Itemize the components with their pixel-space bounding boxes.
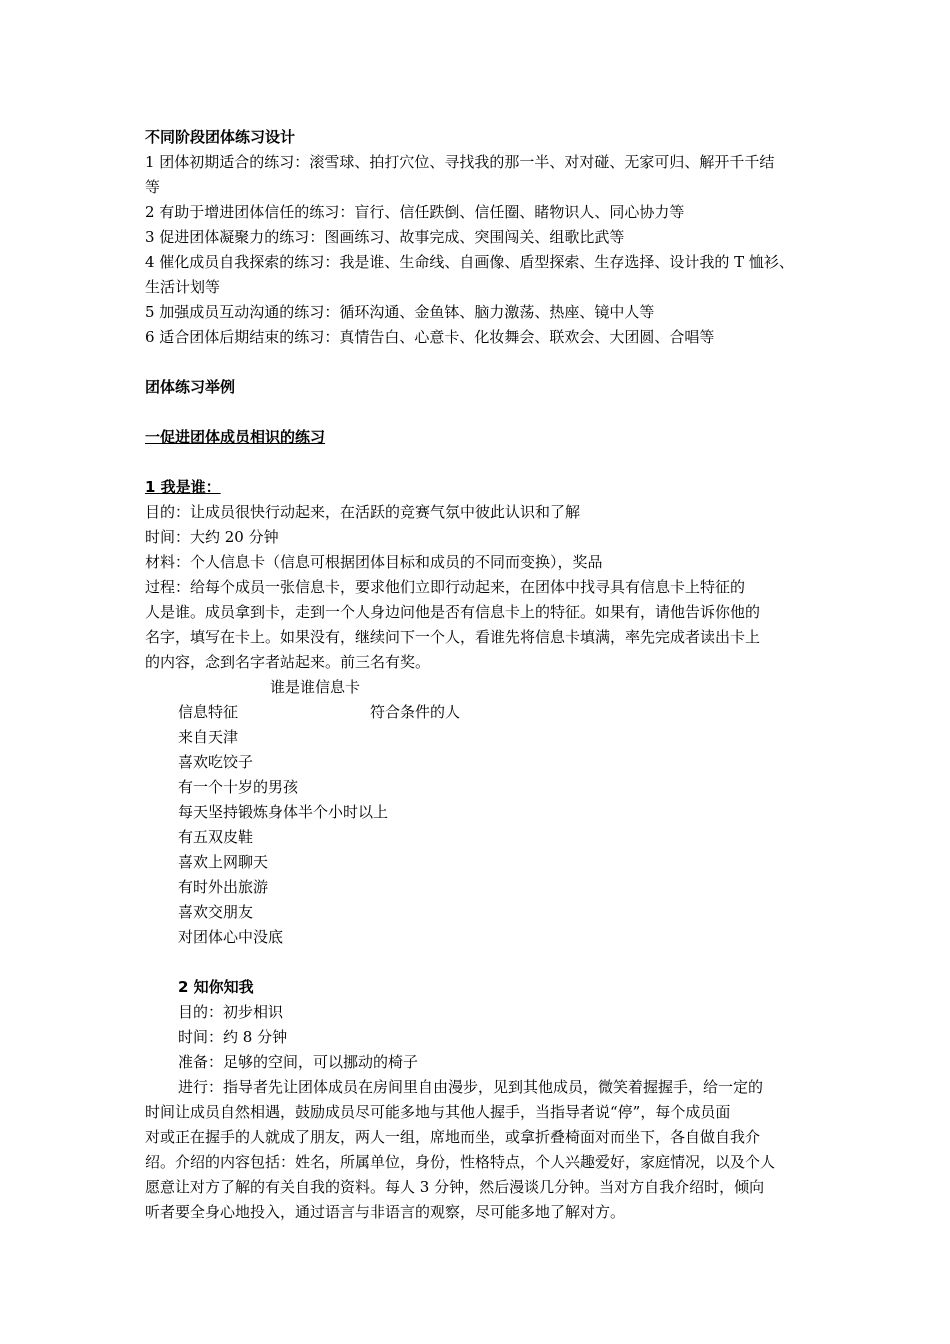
info-card-item: 喜欢交朋友	[178, 903, 254, 921]
paragraph-line: 进行：指导者先让团体成员在房间里自由漫步，见到其他成员，微笑着握握手，给一定的	[178, 1078, 764, 1096]
paragraph-line: 对或正在握手的人就成了朋友，两人一组，席地而坐，或拿折叠椅面对而坐下，各自做自我介	[145, 1128, 761, 1146]
document-page	[145, 125, 825, 1225]
paragraph-line: 人是谁。成员拿到卡，走到一个人身边问他是否有信息卡上的特征。如果有，请他告诉你他的	[145, 603, 761, 621]
info-card-item: 有五双皮鞋	[178, 828, 254, 846]
section-heading: 团体练习举例	[145, 378, 236, 396]
paragraph-line: 时间：大约 20 分钟	[145, 528, 279, 546]
section-title: 不同阶段团体练习设计	[145, 128, 296, 146]
paragraph-line: 听者要全身心地投入，通过语言与非语言的观察，尽可能多地了解对方。	[145, 1203, 626, 1221]
info-card-item: 来自天津	[178, 728, 239, 746]
paragraph-line: 6 适合团体后期结束的练习：真情告白、心意卡、化妆舞会、联欢会、大团圆、合唱等	[145, 328, 715, 346]
info-card-item: 每天坚持锻炼身体半个小时以上	[178, 803, 389, 821]
paragraph-line: 时间让成员自然相遇，鼓励成员尽可能多地与其他人握手，当指导者说“停”，每个成员面	[145, 1103, 731, 1121]
info-card-item: 有一个十岁的男孩	[178, 778, 299, 796]
paragraph-line: 1 团体初期适合的练习：滚雪球、拍打穴位、寻找我的那一半、对对碰、无家可归、解开千千结	[145, 153, 775, 171]
info-card-col1: 信息特征	[178, 703, 239, 721]
exercise-title: 2 知你知我	[178, 978, 254, 996]
info-card-col2: 符合条件的人	[370, 703, 461, 721]
info-card-item: 喜欢吃饺子	[178, 753, 254, 771]
info-card-item: 对团体心中没底	[178, 928, 284, 946]
info-card-title: 谁是谁信息卡	[270, 678, 361, 696]
paragraph-line: 过程：给每个成员一张信息卡，要求他们立即行动起来，在团体中找寻具有信息卡上特征的	[145, 578, 746, 596]
paragraph-line: 名字，填写在卡上。如果没有，继续问下一个人，看谁先将信息卡填满，率先完成者读出卡上	[145, 628, 761, 646]
paragraph-line: 目的：初步相识	[178, 1003, 284, 1021]
paragraph-line: 4 催化成员自我探索的练习：我是谁、生命线、自画像、盾型探索、生存选择、设计我的 T 恤衫、	[145, 253, 794, 271]
paragraph-line: 材料：个人信息卡（信息可根据团体目标和成员的不同而变换），奖品	[145, 553, 603, 571]
paragraph-line: 目的：让成员很快行动起来，在活跃的竞赛气氛中彼此认识和了解	[145, 503, 581, 521]
subsection-heading: 一促进团体成员相识的练习	[145, 428, 326, 446]
info-card-item: 喜欢上网聊天	[178, 853, 269, 871]
paragraph-line: 绍。介绍的内容包括：姓名，所属单位，身份，性格特点，个人兴趣爱好，家庭情况，以及个人	[145, 1153, 776, 1171]
info-card-header	[145, 700, 825, 725]
exercise-title: 1 我是谁：	[145, 478, 221, 496]
paragraph-line: 的内容，念到名字者站起来。前三名有奖。	[145, 653, 431, 671]
info-card-item: 有时外出旅游	[178, 878, 269, 896]
paragraph-line: 5 加强成员互动沟通的练习：循环沟通、金鱼钵、脑力激荡、热座、镜中人等	[145, 303, 655, 321]
paragraph-line: 愿意让对方了解的有关自我的资料。每人 3 分钟，然后漫谈几分钟。当对方自我介绍时，倾向	[145, 1178, 765, 1196]
paragraph-line: 等	[145, 178, 161, 196]
paragraph-line: 生活计划等	[145, 278, 221, 296]
paragraph-line: 准备：足够的空间，可以挪动的椅子	[178, 1053, 419, 1071]
paragraph-line: 2 有助于增进团体信任的练习：盲行、信任跌倒、信任圈、睹物识人、同心协力等	[145, 203, 685, 221]
paragraph-line: 3 促进团体凝聚力的练习：图画练习、故事完成、突围闯关、组歌比武等	[145, 228, 625, 246]
paragraph-line: 时间：约 8 分钟	[178, 1028, 288, 1046]
